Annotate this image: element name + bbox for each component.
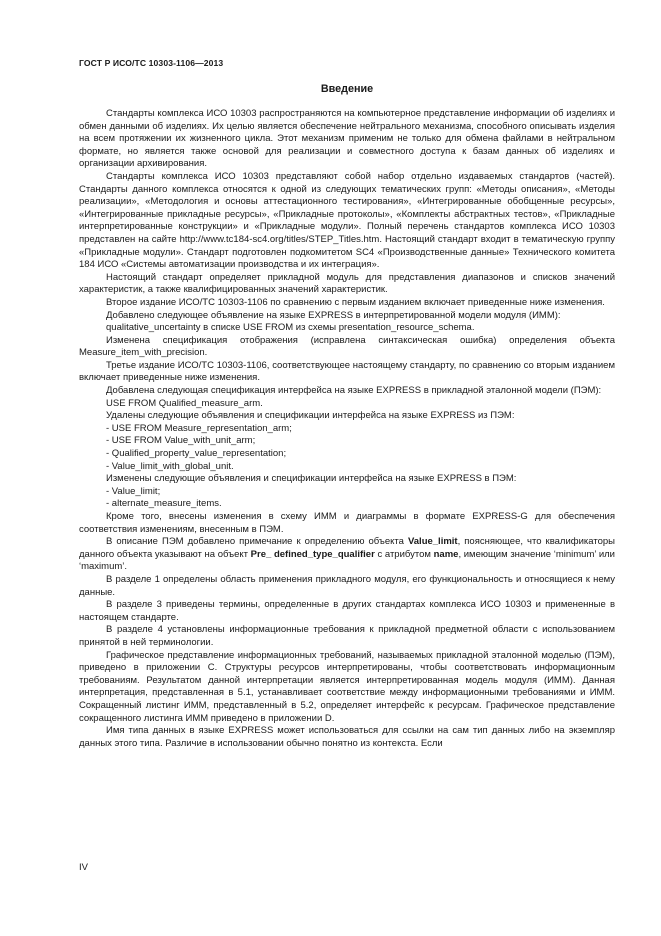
paragraph: В разделе 4 установлены информационные требования к прикладной предметной области с использованием принятой в ней терминологии. bbox=[79, 624, 615, 648]
text-run: В описание ПЭМ добавлено примечание к определению объекта bbox=[106, 536, 408, 548]
bold-term: Pre_ defined_type_qualifier bbox=[250, 548, 375, 560]
paragraph: Изменены следующие объявления и спецификации интерфейса на языке EXPRESS в ПЭМ: bbox=[106, 473, 517, 485]
paragraph: Стандарты комплекса ИСО 10303 представляют собой набор отдельно издаваемых стандартов (частей). Стандарты данного комплекса относятся к одной из следующих тематических групп: «Методы описания», «Методы реализации», «Методология и основы аттестационного тестирования», «Интегрированные обобщенные ресурсы», «Интегрированные прикладные ресурсы», «Прикладные протоколы», «Комплекты абстрактных тестов», «Прикладные интерпретированные конструкции» и «Прикладные модули». Полный перечень стандартов комплекса ИСО 10303 представлен на сайте http://www.tc184-sc4.org/titles/STEP_Titles.htm. Настоящий стандарт входит в тематическую группу «Прикладные модули». Стандарт подготовлен подкомитетом SC4 «Производственные данные» Технического комитета 184 ИСО «Системы автоматизации производства и их интеграция». bbox=[79, 170, 615, 271]
paragraph: Стандарты комплекса ИСО 10303 распространяются на компьютерное представление информации об изделиях и обмен данными об изделиях. Их целью является обеспечение нейтрального механизма, способного описывать изделия на всем протяжении их жизненного цикла. Этот механизм применим не только для обмена файлами в нейтральном формате, но является также основой для реализации и совместного доступа к базам данных об изделиях и организации архивирования. bbox=[79, 108, 615, 170]
list-item: - USE FROM Value_with_unit_arm; bbox=[106, 435, 256, 447]
list-item: - Qualified_property_value_representation; bbox=[106, 448, 287, 460]
list-item: - Value_limit_with_global_unit. bbox=[106, 460, 234, 472]
paragraph: Настоящий стандарт определяет прикладной модуль для представления диапазонов и списков значений характеристик, а также квалифицированных значений характеристик. bbox=[79, 271, 615, 296]
paragraph: qualitative_uncertainty в списке USE FROM из схемы presentation_resource_schema. bbox=[106, 322, 475, 334]
list-item: - Value_limit; bbox=[106, 485, 161, 497]
paragraph: Изменена спецификация отображения (исправлена синтаксическая ошибка) определения объекта Measure_item_with_precision. bbox=[79, 334, 615, 359]
paragraph: USE FROM Qualified_measure_arm. bbox=[106, 397, 263, 409]
paragraph: Второе издание ИСО/ТС 10303-1106 по сравнению с первым изданием включает приведенные ниже изменения. bbox=[106, 296, 605, 308]
paragraph: В разделе 3 приведены термины, определенные в других стандартах комплекса ИСО 10303 и примененные в настоящем стандарте. bbox=[79, 599, 615, 623]
paragraph bbox=[79, 536, 615, 574]
paragraph: Третье издание ИСО/ТС 10303-1106, соответствующее настоящему стандарту, по сравнению со вторым изданием включает приведенные ниже изменения. bbox=[79, 359, 615, 384]
text-run: с атрибутом bbox=[374, 548, 434, 560]
paragraph: Графическое представление информационных требований, называемых прикладной эталонной моделью (ПЭМ), приведено в приложении С. Структуры ресурсов интерпретированы, чтобы соответствовать информационным требованиям. Результатом данной интерпретации является интерпретированная модель модуля (ИММ). Данная интерпретация, представленная в 5.1, устанавливает соответствие между информационными требованиями и ИММ. Сокращенный листинг ИММ, представленный в 5.2, определяет интерфейс к ресурсам. Графическое представление сокращенного листинга ИММ приведено в приложении D. bbox=[79, 649, 615, 724]
list-item: - alternate_measure_items. bbox=[106, 498, 222, 510]
paragraph: Добавлена следующая спецификация интерфейса на языке EXPRESS в прикладной эталонной модели (ПЭМ): bbox=[106, 385, 602, 397]
document-body bbox=[79, 108, 615, 750]
paragraph: Кроме того, внесены изменения в схему ИММ и диаграммы в формате EXPRESS-G для обеспечения соответствия изменениям, внесенным в ПЭМ. bbox=[79, 511, 615, 535]
text-run: , поясняющее, что квалификаторы данного объекта указывают на объект bbox=[79, 536, 615, 560]
document-header: ГОСТ Р ИСО/ТС 10303-1106—2013 bbox=[79, 58, 224, 68]
bold-term: Value_limit bbox=[407, 536, 458, 548]
paragraph: Удалены следующие объявления и спецификации интерфейса на языке EXPRESS из ПЭМ: bbox=[106, 410, 515, 422]
paragraph: В разделе 1 определены область применения прикладного модуля, его функциональность и относящиеся к нему данные. bbox=[79, 573, 615, 598]
paragraph: Добавлено следующее объявление на языке EXPRESS в интерпретированной модели модуля (ИММ): bbox=[106, 309, 561, 321]
section-title: Введение bbox=[320, 83, 374, 95]
text-run: , имеющим значение ‘minimum’ или ‘maximum’. bbox=[79, 548, 615, 573]
paragraph: Имя типа данных в языке EXPRESS может использоваться для ссылки на сам тип данных либо на экземпляр данных этого типа. Различие в использовании обычно понятно из контекста. Если bbox=[79, 725, 615, 749]
page-number: IV bbox=[79, 862, 88, 873]
list-item: - USE FROM Measure_representation_arm; bbox=[106, 422, 292, 434]
bold-term: name bbox=[433, 548, 459, 560]
